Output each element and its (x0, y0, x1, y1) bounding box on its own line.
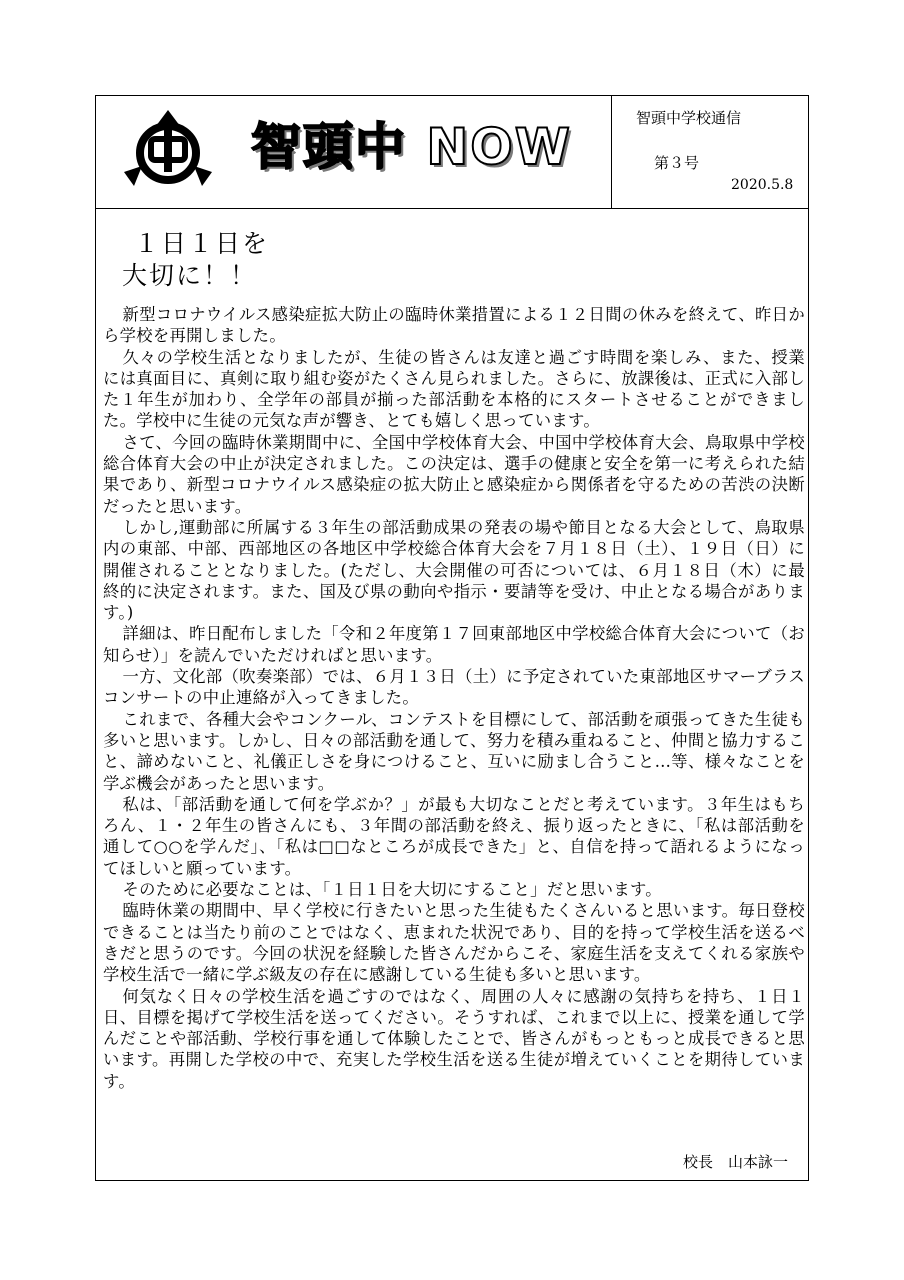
publication-date: 2020.5.8 (731, 177, 794, 193)
paragraph: そのために必要なことは、「１日１日を大切にすること」だと思います。 (122, 880, 662, 900)
paragraph: 久々の学校生活となりましたが、生徒の皆さんは友達と過ごす時間を楽しみ、また、授業には真面目に、真剣に取り組む姿がたくさん見られました。さらに、放課後は、正式に入部した１年生が加わり、全学年の部員が揃った部活動を本格的にスタートさせることができました。学校中に生徒の元気な声が響き、とても嬉しく思っています。 (103, 347, 805, 431)
principal-signature: 校長 山本詠一 (682, 1153, 788, 1171)
paragraph: これまで、各種大会やコンクール、コンテストを目標にして、部活動を頑張ってきた生徒も多いと思います。しかし、日々の部活動を通して、努力を積み重ねること、仲間と協力すること、諦めないこと、礼儀正しさを身につけること、互いに励まし合うこと…等、様々なことを学ぶ機会があったと思います。 (103, 709, 805, 793)
newsletter-header (96, 96, 808, 209)
article-headline (122, 228, 269, 292)
paragraph: 臨時休業の期間中、早く学校に行きたいと思った生徒もたくさんいると思います。毎日登校できることは当たり前のことではなく、恵まれた状況であり、目的を持って学校生活を送るべきだと思うのです。今回の状況を経験した皆さんだからこそ、家庭生活を支えてくれる家族や学校生活で一緒に学ぶ級友の存在に感謝している生徒も多いと思います。 (103, 901, 805, 985)
header-divider (611, 96, 612, 208)
paragraph: 詳細は、昨日配布しました「令和２年度第１７回東部地区中学校総合体育大会について（お知らせ）」を読んでいただければと思います。 (103, 624, 805, 665)
paragraph: 私は、「部活動を通して何を学ぶか？」が最も大切なことだと考えています。３年生はもちろん、１・２年生の皆さんにも、３年間の部活動を終え、振り返ったときに、「私は部活動を通して○○を学んだ」、「私は□□なところが成長できた」と、自信を持って語れるようになってほしいと願っています。 (103, 794, 805, 878)
headline-line-1: １日１日を (134, 229, 270, 258)
headline-line-2: 大切に！！ (122, 261, 258, 290)
paragraph: しかし,運動部に所属する３年生の部活動成果の発表の場や節目となる大会として、鳥取県内の東部、中部、西部地区の各地区中学校総合体育大会を７月１８日（土）、１９日（日）に開催されることとなりました。(ただし、大会開催の可否については、６月１８日（木）に最終的に決定されます。また、国及び県の動向や指示・要請等を受け、中止となる場合があります。) (103, 517, 805, 623)
paragraph: 何気なく日々の学校生活を過ごすのではなく、周囲の人々に感謝の気持ちを持ち、１日１日、目標を掲げて学校生活を送ってください。そうすれば、これまで以上に、授業を通して学んだことや部活動、学校行事を通して体験したことで、皆さんがもっともっと成長できると思います。再開した学校の中で、充実した学校生活を送る生徒が増えていくことを期待しています。 (103, 986, 805, 1091)
masthead-title: 智頭中 NOW (251, 118, 572, 176)
issue-number: 第３号 (654, 154, 700, 172)
article-body (103, 304, 805, 1092)
paragraph: 新型コロナウイルス感染症拡大防止の臨時休業措置による１２日間の休みを終えて、昨日から学校を再開しました。 (103, 305, 805, 346)
newsletter-frame (95, 95, 809, 1181)
paragraph: 一方、文化部（吹奏楽部）では、６月１３日（土）に予定されていた東部地区サマーブラスコンサートの中止連絡が入ってきました。 (103, 667, 805, 708)
publication-name: 智頭中学校通信 (636, 109, 742, 127)
paragraph: さて、今回の臨時休業期間中に、全国中学校体育大会、中国中学校体育大会、鳥取県中学校総合体育大会の中止が決定されました。この決定は、選手の健康と安全を第一に考えられた結果であり、新型コロナウイルス感染症の拡大防止と感染症から関係者を守るための苦渋の決断だったと思います。 (103, 432, 805, 516)
school-emblem-icon (120, 108, 216, 196)
